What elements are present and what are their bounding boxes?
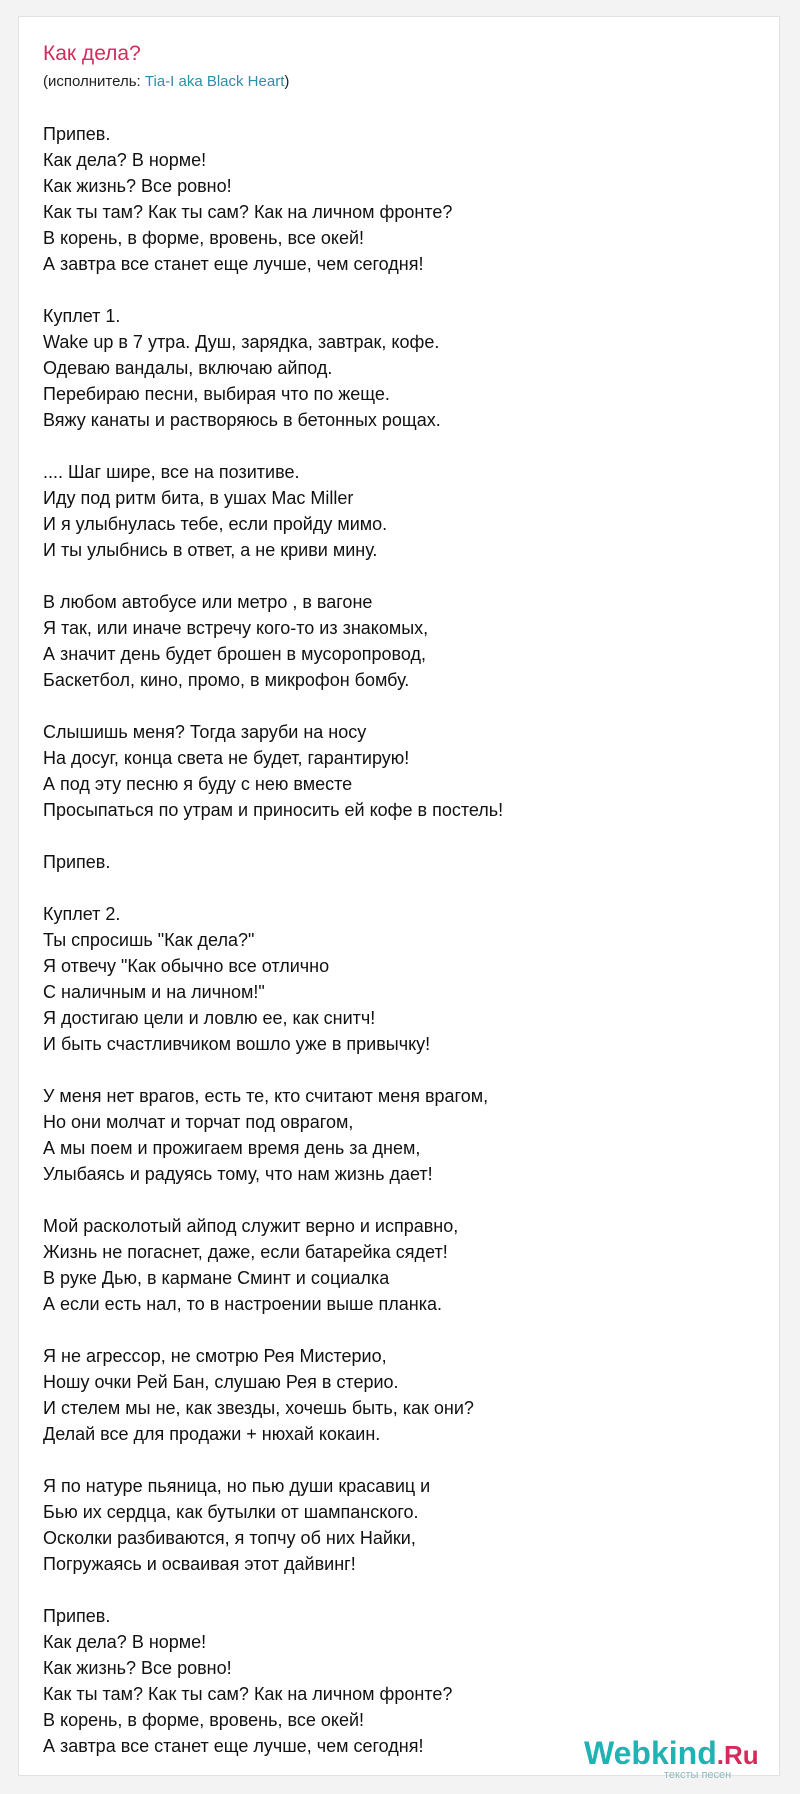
- stanza-gap: [43, 693, 763, 719]
- lyric-line: .... Шаг шире, все на позитиве.: [43, 462, 300, 482]
- logo-main-text: Webkind: [584, 1735, 717, 1771]
- lyric-line: И я улыбнулась тебе, если пройду мимо.: [43, 514, 388, 534]
- lyric-line: А мы поем и прожигаем время день за днем,: [43, 1138, 421, 1158]
- logo-suffix-text: .Ru: [716, 1740, 759, 1770]
- lyric-line: В корень, в форме, вровень, все окей!: [43, 1710, 365, 1730]
- lyric-line: А под эту песню я буду с нею вместе: [43, 774, 353, 794]
- lyric-line: Куплет 1.: [43, 306, 121, 326]
- lyric-line: И стелем мы не, как звезды, хочешь быть, как они?: [43, 1398, 474, 1418]
- lyric-line: У меня нет врагов, есть те, кто считают меня врагом,: [43, 1086, 489, 1106]
- stanza-gap: [43, 433, 763, 459]
- lyric-line: С наличным и на личном!": [43, 982, 265, 1002]
- performer-line: [43, 73, 289, 91]
- performer-suffix: ): [284, 73, 290, 90]
- stanza-gap: [43, 823, 763, 849]
- stanza-gap: [43, 1447, 763, 1473]
- lyric-line: Как ты там? Как ты сам? Как на личном фронте?: [43, 1684, 453, 1704]
- performer-link[interactable]: Tia-I aka Black Heart: [144, 73, 285, 90]
- lyric-line: Я не агрессор, не смотрю Рея Мистерио,: [43, 1346, 387, 1366]
- performer-prefix: (исполнитель:: [43, 73, 145, 90]
- lyric-line: Бью их сердца, как бутылки от шампанского.: [43, 1502, 419, 1522]
- lyric-line: Делай все для продажи + нюхай кокаин.: [43, 1424, 381, 1444]
- lyric-line: Как ты там? Как ты сам? Как на личном фронте?: [43, 202, 453, 222]
- lyric-line: Баскетбол, кино, промо, в микрофон бомбу.: [43, 670, 410, 690]
- lyric-line: Как жизнь? Все ровно!: [43, 1658, 232, 1678]
- stanza-gap: [43, 1187, 763, 1213]
- lyric-line: А если есть нал, то в настроении выше планка.: [43, 1294, 442, 1314]
- lyrics-card: [18, 16, 780, 1781]
- lyric-line: Мой расколотый айпод служит верно и исправно,: [43, 1216, 459, 1236]
- stanza-gap: [43, 875, 763, 901]
- song-title: Как дела?: [43, 42, 141, 65]
- lyric-line: Как дела? В норме!: [43, 1632, 207, 1652]
- lyric-line: И ты улыбнись в ответ, а не криви мину.: [43, 540, 378, 560]
- lyric-line: В корень, в форме, вровень, все окей!: [43, 228, 365, 248]
- lyric-line: Куплет 2.: [43, 904, 121, 924]
- logo-tagline: тексты песен: [664, 1769, 732, 1781]
- lyric-line: Улыбаясь и радуясь тому, что нам жизнь дает!: [43, 1164, 433, 1184]
- lyric-line: В любом автобусе или метро , в вагоне: [43, 592, 373, 612]
- lyric-line: Жизнь не погаснет, даже, если батарейка сядет!: [43, 1242, 448, 1262]
- lyric-line: Я достигаю цели и ловлю ее, как снитч!: [43, 1008, 376, 1028]
- lyric-line: Как жизнь? Все ровно!: [43, 176, 232, 196]
- lyric-line: Как дела? В норме!: [43, 150, 207, 170]
- stanza-gap: [43, 1577, 763, 1603]
- lyric-line: Ты спросишь "Как дела?": [43, 930, 255, 950]
- stanza-gap: [43, 1317, 763, 1343]
- lyric-line: А завтра все станет еще лучше, чем сегодня!: [43, 254, 424, 274]
- lyric-line: Одеваю вандалы, включаю айпод.: [43, 358, 333, 378]
- site-logo[interactable]: [584, 1733, 794, 1781]
- lyric-line: Припев.: [43, 852, 111, 872]
- lyric-line: А значит день будет брошен в мусоропровод,: [43, 644, 426, 664]
- lyric-line: Погружаясь и осваивая этот дайвинг!: [43, 1554, 356, 1574]
- lyric-line: Но они молчат и торчат под оврагом,: [43, 1112, 354, 1132]
- lyric-line: Я по натуре пьяница, но пью души красавиц и: [43, 1476, 431, 1496]
- lyric-line: В руке Дью, в кармане Сминт и социалка: [43, 1268, 390, 1288]
- lyric-line: Ношу очки Рей Бан, слушаю Рея в стерио.: [43, 1372, 399, 1392]
- lyric-line: Я отвечу "Как обычно все отлично: [43, 956, 330, 976]
- lyric-line: Wake up в 7 утра. Душ, зарядка, завтрак, кофе.: [43, 332, 440, 352]
- lyric-line: А завтра все станет еще лучше, чем сегодня!: [43, 1736, 424, 1756]
- lyric-line: Припев.: [43, 1606, 111, 1626]
- lyric-line: И быть счастливчиком вошло уже в привычку!: [43, 1034, 431, 1054]
- lyric-line: Осколки разбиваются, я топчу об них Найки,: [43, 1528, 416, 1548]
- lyrics-text: [43, 121, 763, 1759]
- lyric-line: Перебираю песни, выбирая что по жеще.: [43, 384, 390, 404]
- lyric-line: На досуг, конца света не будет, гарантирую!: [43, 748, 410, 768]
- lyric-line: Просыпаться по утрам и приносить ей кофе в постель!: [43, 800, 504, 820]
- stanza-gap: [43, 1057, 763, 1083]
- lyric-line: Вяжу канаты и растворяюсь в бетонных рощах.: [43, 410, 441, 430]
- lyric-line: Я так, или иначе встречу кого-то из знакомых,: [43, 618, 429, 638]
- lyric-line: Припев.: [43, 124, 111, 144]
- stanza-gap: [43, 277, 763, 303]
- lyric-line: Иду под ритм бита, в ушах Mac Miller: [43, 488, 354, 508]
- lyric-line: Слышишь меня? Тогда заруби на носу: [43, 722, 367, 742]
- stanza-gap: [43, 563, 763, 589]
